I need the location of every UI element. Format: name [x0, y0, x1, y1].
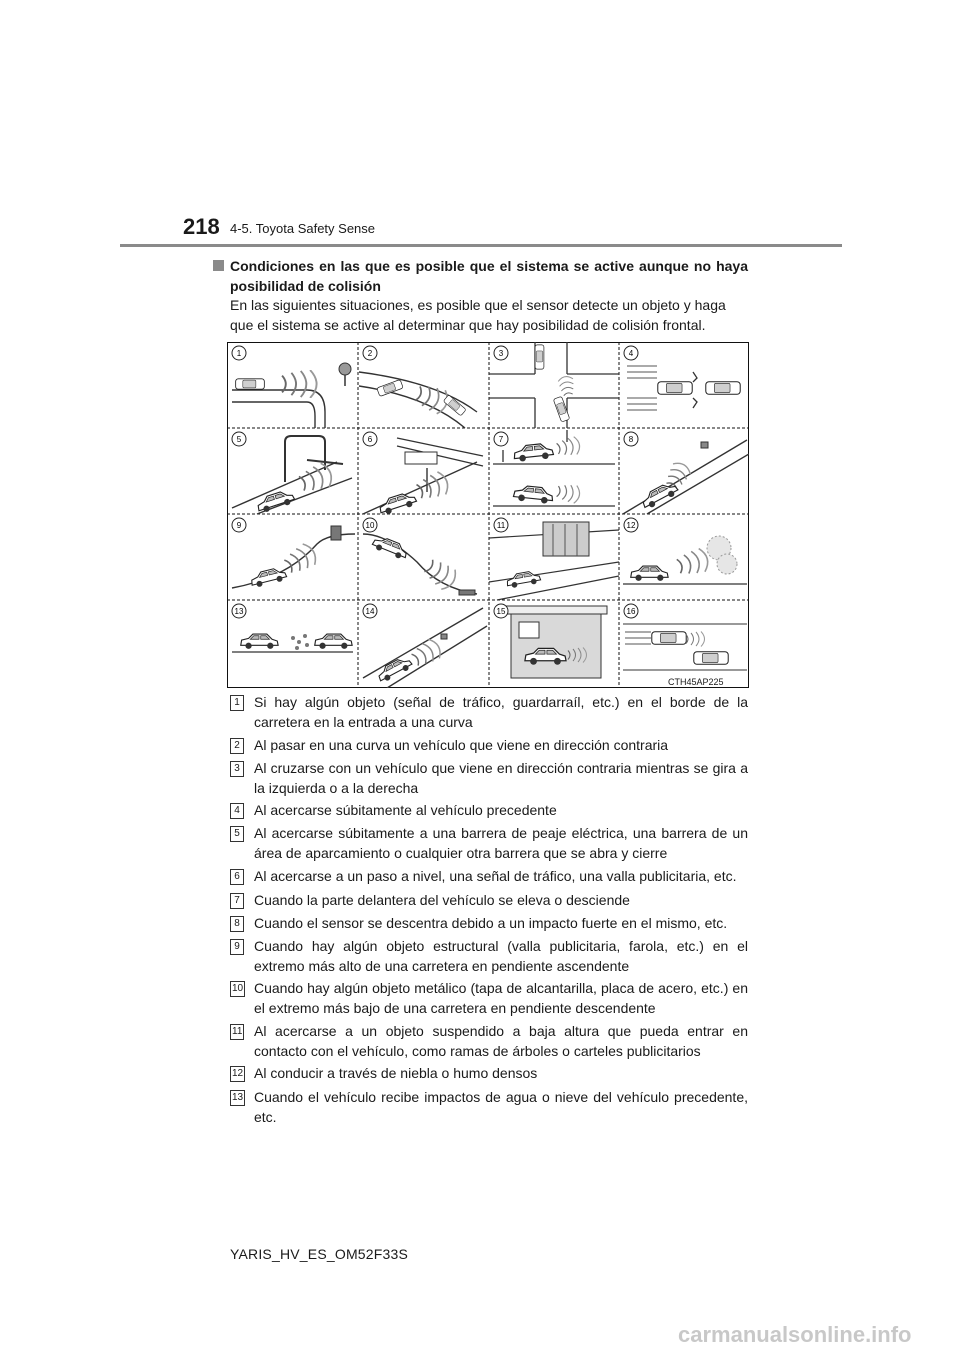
item-number: 6	[230, 869, 244, 885]
svg-text:11: 11	[496, 521, 506, 530]
page-number: 218	[183, 214, 220, 239]
header-rule	[120, 244, 842, 247]
item-text: Cuando la parte delantera del vehículo se eleva o desciende	[254, 892, 630, 908]
panel-label-10	[363, 518, 377, 532]
panel-label-1	[232, 346, 246, 360]
item-text: Cuando el sensor se descentra debido a un impacto fuerte en el mismo, etc.	[254, 915, 728, 931]
item-text: Cuando hay algún objeto metálico (tapa de alcantarilla, placa de acero, etc.) en el extremo más bajo de una carretera en pendiente descendente	[254, 980, 748, 1016]
list-item	[230, 890, 748, 910]
item-number: 1	[230, 695, 244, 711]
svg-text:14: 14	[365, 607, 375, 616]
list-item	[230, 866, 748, 886]
svg-text:6: 6	[367, 435, 373, 444]
item-text: Al acercarse a un paso a nivel, una señal de tráfico, una valla publicitaria, etc.	[254, 868, 737, 884]
section-title: 4-5. Toyota Safety Sense	[230, 221, 376, 236]
item-number: 2	[230, 738, 244, 754]
item-number: 3	[230, 761, 244, 777]
item-number: 4	[230, 803, 244, 819]
panel-label-4	[624, 346, 638, 360]
svg-text:9: 9	[236, 521, 242, 530]
panel-label-15	[494, 604, 508, 618]
list-item	[230, 978, 748, 1018]
panel-label-5	[232, 432, 246, 446]
svg-text:5: 5	[236, 435, 242, 444]
item-number: 8	[230, 916, 244, 932]
panel-label-2	[363, 346, 377, 360]
item-number: 5	[230, 826, 244, 842]
svg-text:10: 10	[365, 521, 375, 530]
svg-text:7: 7	[498, 435, 504, 444]
watermark: carmanualsonline.info	[678, 1322, 912, 1347]
item-text: Al cruzarse con un vehículo que viene en dirección contraria mientras se gira a la izquierda o a la derecha	[254, 760, 748, 796]
item-number: 7	[230, 893, 244, 909]
situations-illustration	[227, 342, 749, 688]
panel-label-13	[232, 604, 246, 618]
list-item	[230, 800, 748, 820]
heading-bullet-icon	[213, 260, 224, 271]
intro-paragraph: En las siguientes situaciones, es posible que el sensor detecte un objeto y haga que el sistema se active al determinar que hay posibilidad de colisión frontal.	[230, 297, 726, 333]
svg-text:15: 15	[496, 607, 506, 616]
item-number: 10	[230, 981, 245, 997]
panel-label-9	[232, 518, 246, 532]
list-item	[230, 1063, 748, 1083]
panel-label-7	[494, 432, 508, 446]
item-text: Al acercarse a un objeto suspendido a baja altura que pueda entrar en contacto con el vehículo, como ramas de árboles o carteles publicitarios	[254, 1023, 748, 1059]
panel-label-6	[363, 432, 377, 446]
panel-label-16	[624, 604, 638, 618]
item-number: 12	[230, 1066, 245, 1082]
list-item	[230, 758, 748, 798]
item-number: 9	[230, 939, 244, 955]
panel-label-11	[494, 518, 508, 532]
item-number: 13	[230, 1090, 245, 1106]
svg-text:13: 13	[234, 607, 244, 616]
list-item	[230, 1021, 748, 1061]
svg-text:2: 2	[367, 349, 373, 358]
heading-text: Condiciones en las que es posible que el sistema se active aunque no haya posibilidad de colisión	[230, 258, 748, 294]
svg-text:16: 16	[626, 607, 636, 616]
list-item	[230, 913, 748, 933]
list-item	[230, 823, 748, 863]
item-text: Al conducir a través de niebla o humo densos	[254, 1065, 538, 1081]
svg-text:3: 3	[498, 349, 504, 358]
panel-label-12	[624, 518, 638, 532]
svg-text:12: 12	[626, 521, 636, 530]
item-text: Cuando el vehículo recibe impactos de agua o nieve del vehículo precedente, etc.	[254, 1089, 748, 1125]
item-text: Si hay algún objeto (señal de tráfico, guardarraíl, etc.) en el borde de la carretera en la entrada a una curva	[254, 694, 748, 730]
list-item	[230, 692, 748, 732]
list-item	[230, 735, 748, 755]
panel-label-14	[363, 604, 377, 618]
item-text: Al acercarse súbitamente a una barrera de peaje eléctrica, una barrera de un área de aparcamiento o cualquier otra barrera que se abra y cierre	[254, 825, 748, 861]
condition-heading	[213, 256, 748, 296]
item-number: 11	[230, 1024, 244, 1040]
item-text: Al acercarse súbitamente al vehículo precedente	[254, 802, 557, 818]
svg-text:4: 4	[628, 349, 634, 358]
item-text: Al pasar en una curva un vehículo que viene en dirección contraria	[254, 737, 669, 753]
list-item	[230, 936, 748, 976]
svg-text:8: 8	[628, 435, 634, 444]
list-item	[230, 1087, 748, 1127]
figure-code: CTH45AP225	[668, 677, 724, 687]
svg-text:1: 1	[236, 349, 242, 358]
footer-doc-code: YARIS_HV_ES_OM52F33S	[230, 1246, 409, 1262]
panel-label-8	[624, 432, 638, 446]
panel-label-3	[494, 346, 508, 360]
panel-15-building	[505, 606, 607, 678]
item-text: Cuando hay algún objeto estructural (valla publicitaria, farola, etc.) en el extremo más alto de una carretera en pendiente ascendente	[254, 938, 748, 974]
